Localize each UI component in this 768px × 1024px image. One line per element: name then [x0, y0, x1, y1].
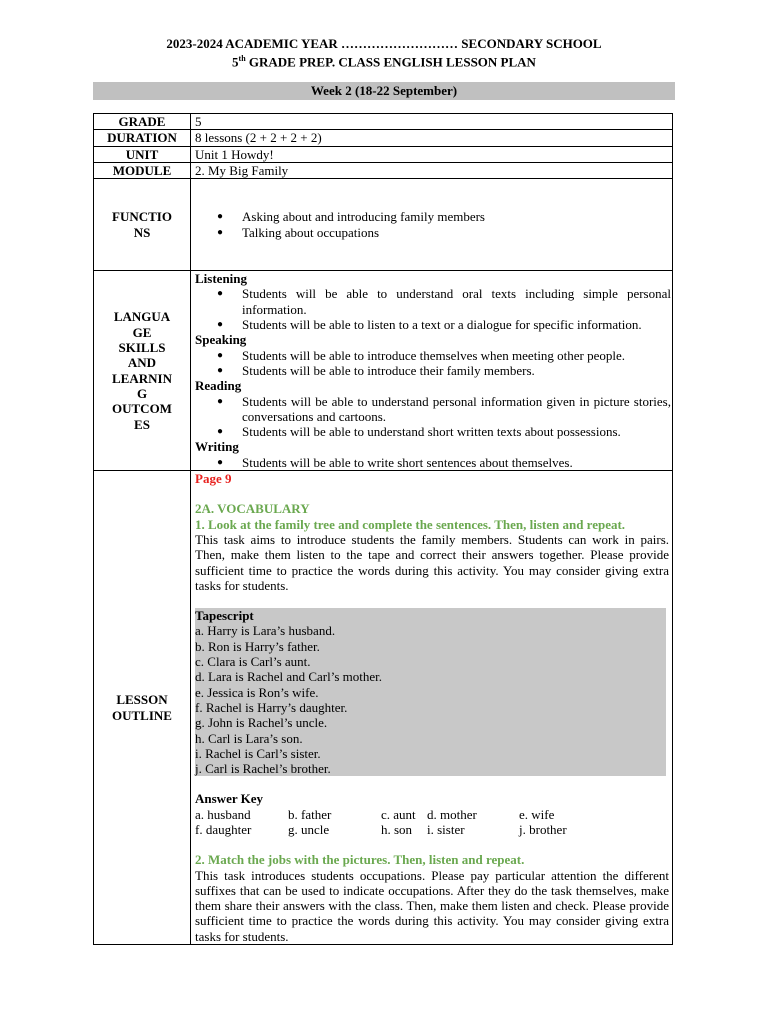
grade-label: GRADE	[94, 114, 191, 130]
grade-number: 5	[232, 54, 239, 70]
skills-label-line: LANGUA	[113, 309, 171, 325]
list-item: ● Asking about and introducing family members	[242, 209, 671, 224]
answer-key-row	[195, 807, 669, 822]
tapescript-line: f. Rachel is Harry’s daughter.	[195, 699, 348, 715]
skills-label-line: ES	[134, 416, 150, 432]
section-heading: 2A. VOCABULARY	[195, 501, 310, 517]
lesson-label-line: OUTLINE	[112, 707, 172, 723]
answer-item: b. father	[288, 806, 332, 822]
writing-list	[195, 455, 671, 470]
duration-value: 8 lessons (2 + 2 + 2 + 2)	[191, 130, 673, 146]
spacer	[195, 593, 669, 608]
page-reference: Page 9	[195, 471, 232, 487]
answer-item: g. uncle	[288, 821, 330, 837]
writing-heading: Writing	[195, 439, 239, 455]
lesson-outline-value	[191, 471, 673, 945]
answer-key-heading: Answer Key	[195, 791, 264, 807]
tapescript-line: c. Clara is Carl’s aunt.	[195, 654, 311, 670]
list-item: ● Students will be able to understand personal information given in picture stories, conversations and cartoons.	[242, 394, 671, 425]
list-item: ● Students will be able to introduce their family members.	[242, 363, 671, 378]
week-banner: Week 2 (18-22 September)	[93, 82, 675, 100]
functions-label-line: FUNCTIO	[112, 209, 172, 225]
task-1-description: This task aims to introduce students the family members. Students can work in pairs. Then, make them listen to the tape and correct their answers together. Please provide sufficient time to practice the words during this activity. You may consider giving extra tasks for students.	[195, 531, 669, 593]
lesson-label-line: LESSON	[116, 692, 168, 708]
answer-item: j. brother	[519, 821, 567, 837]
functions-row	[94, 179, 673, 271]
grade-value: 5	[191, 114, 673, 130]
tapescript-line: j. Carl is Rachel’s brother.	[195, 761, 331, 777]
header-line-1: 2023-2024 ACADEMIC YEAR ……………………… SECONDARY SCHOOL	[166, 36, 602, 51]
duration-label: DURATION	[94, 130, 191, 146]
list-item: ● Students will be able to write short sentences about themselves.	[242, 455, 671, 470]
document-header	[0, 36, 768, 69]
speaking-list	[195, 348, 671, 379]
module-label: MODULE	[94, 162, 191, 178]
skills-row	[94, 271, 673, 471]
listening-list	[195, 286, 671, 332]
skills-label-line: AND	[127, 355, 157, 371]
tapescript-line: g. John is Rachel’s uncle.	[195, 715, 328, 731]
tapescript-line: i. Rachel is Carl’s sister.	[195, 745, 321, 761]
tapescript-line: a. Harry is Lara’s husband.	[195, 623, 336, 639]
ordinal-suffix: th	[238, 54, 246, 63]
answer-item: h. son	[381, 821, 413, 837]
skills-value	[191, 271, 673, 471]
lesson-outline-label	[94, 471, 191, 945]
lesson-outline-row	[94, 471, 673, 945]
answer-item: i. sister	[427, 821, 465, 837]
answer-item: f. daughter	[195, 821, 252, 837]
speaking-heading: Speaking	[195, 332, 247, 348]
skills-label-line: SKILLS	[118, 340, 166, 356]
list-item: ● Students will be able to understand oral texts including simple personal information.	[242, 286, 671, 317]
skills-label	[94, 271, 191, 471]
answer-item: c. aunt	[381, 806, 416, 822]
reading-heading: Reading	[195, 378, 242, 394]
tapescript-line: b. Ron is Harry’s father.	[195, 638, 320, 654]
answer-item: a. husband	[195, 806, 251, 822]
list-item: ● Students will be able to listen to a text or a dialogue for specific information.	[242, 317, 671, 332]
skills-label-line: GE	[132, 324, 152, 340]
spacer	[195, 837, 669, 852]
module-row	[94, 162, 673, 178]
tapescript-line: d. Lara is Rachel and Carl’s mother.	[195, 669, 383, 685]
spacer	[195, 486, 669, 501]
header-line-2-text: GRADE PREP. CLASS ENGLISH LESSON PLAN	[245, 54, 536, 70]
skills-label-line: G	[136, 385, 148, 401]
task-2-description: This task introduces students occupations. Please pay particular attention the different suffixes that can be used to indicate occupations. After they do the task themselves, make them share their answers with the class. Then, make them listen and check. Please provide sufficient time to practice the words during this activity. You may consider giving extra tasks for students.	[195, 867, 669, 944]
listening-heading: Listening	[195, 271, 248, 287]
reading-list	[195, 394, 671, 440]
functions-label-line: NS	[133, 224, 151, 240]
skills-label-line: OUTCOM	[112, 401, 172, 417]
tapescript-box	[195, 608, 666, 776]
list-item: ● Students will be able to introduce themselves when meeting other people.	[242, 348, 671, 363]
lesson-plan-table	[93, 113, 673, 945]
header-line-2	[0, 51, 768, 69]
answer-key-row	[195, 822, 669, 837]
answer-item: d. mother	[427, 806, 477, 822]
tapescript-heading: Tapescript	[195, 608, 254, 624]
module-value: 2. My Big Family	[191, 162, 673, 178]
task-2-title: 2. Match the jobs with the pictures. Then, listen and repeat.	[195, 852, 525, 868]
task-1-title: 1. Look at the family tree and complete the sentences. Then, listen and repeat.	[195, 516, 626, 532]
skills-label-line: LEARNIN	[112, 370, 172, 386]
unit-label: UNIT	[94, 146, 191, 162]
answer-item: e. wife	[519, 806, 555, 822]
grade-row	[94, 114, 673, 130]
functions-label	[94, 179, 191, 271]
unit-value: Unit 1 Howdy!	[191, 146, 673, 162]
functions-list	[195, 209, 671, 240]
unit-row	[94, 146, 673, 162]
spacer	[195, 776, 669, 791]
list-item: ● Students will be able to understand short written texts about possessions.	[242, 424, 671, 439]
tapescript-line: e. Jessica is Ron’s wife.	[195, 684, 319, 700]
tapescript-line: h. Carl is Lara’s son.	[195, 730, 303, 746]
functions-value	[191, 179, 673, 271]
list-item: ● Talking about occupations	[242, 225, 671, 240]
duration-row	[94, 130, 673, 146]
